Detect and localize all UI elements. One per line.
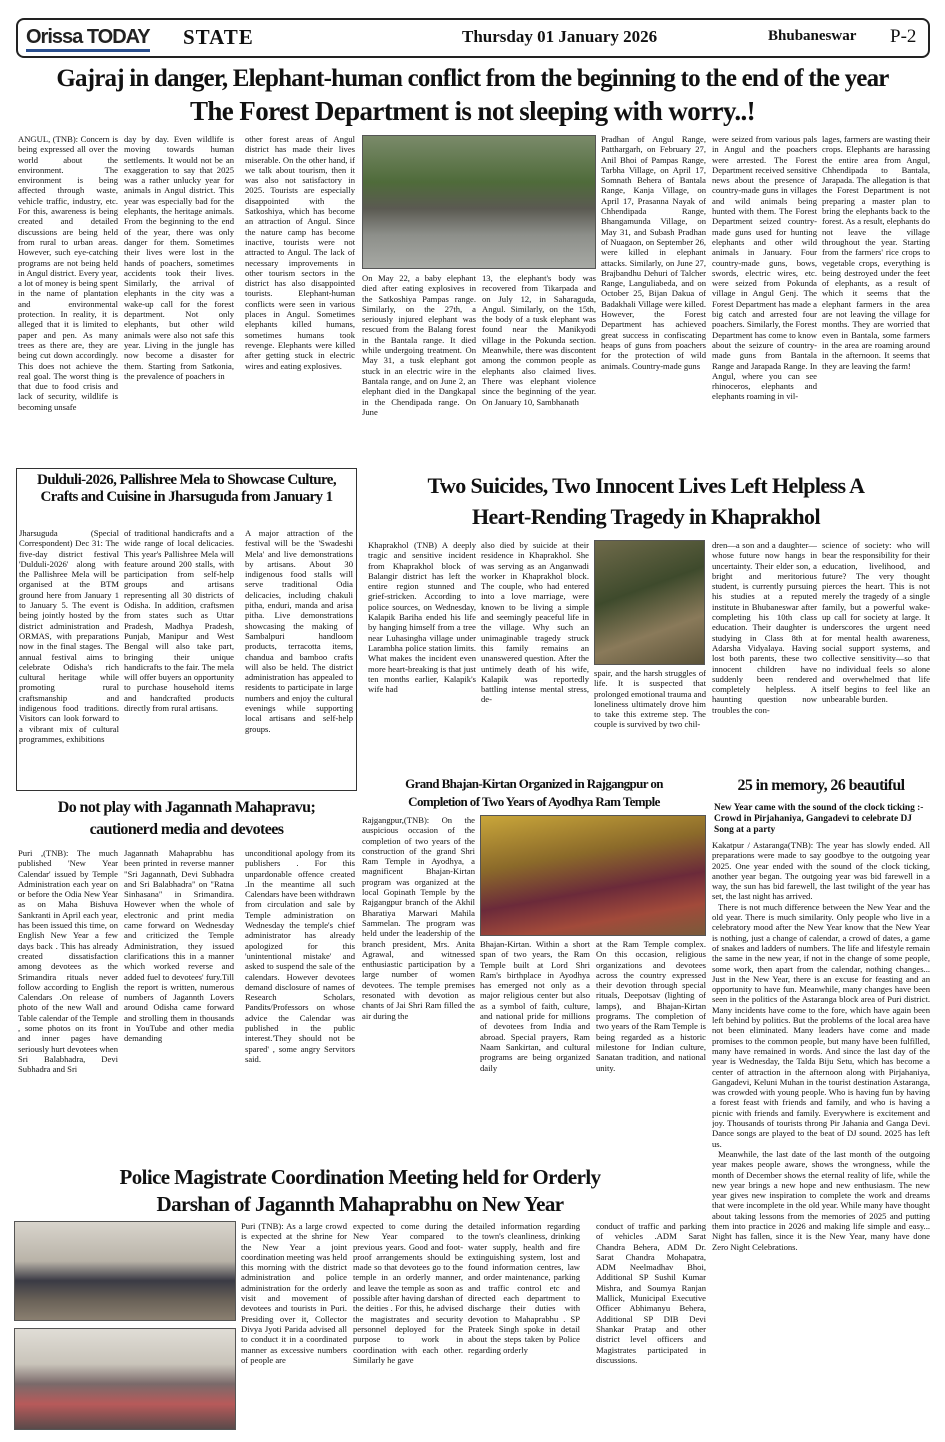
paragraph: Meanwhile, the last date of the last month of the outgoing year makes people aware, shows the wrongness, while the month of December shows the eternal reality of life, while the new year brings a new hope and new enthusiasm. The new year gives new inspiration to complete the work and dreams that were incomplete in the old year. While many have thought about taking lessons from the memories of 2025 and putting them into practice in 2026 and making life simple and easy... Night has fallen, since it is the New Year, many have done Zero Night Celebrations. bbox=[712, 1148, 930, 1252]
bhajan-kirtan-photo bbox=[480, 815, 706, 936]
article-column: detailed information regarding the town's cleanliness, drinking water supply, health and fire extinguishing system, lost and found information centres, law and order maintenance, parking and traffic control etc and directed each department to discharge their duties with devotion to Mahaprabhu . SP Prateek Singh spoke in detail about the steps taken by Police regarding orderly bbox=[468, 1221, 580, 1355]
paragraph: Kakatpur / Astaranga(TNB): The year has slowly ended. All preparations were made to say goodbye to the outgoing year 2025. One year ended with the sound of the clock ticking, another year began. The outgoing year was bid farewell in a way, the sun has bid farewell, the last twilight of the year has set, the last night has arrived. bbox=[712, 840, 930, 902]
article-column: Rajgangpur,(TNB): On the auspicious occasion of the completion of two years of the construction of the grand Shri Ram Temple in Ayodhya, a magnificent Bhajan-Kirtan program was organized at the local Gopinath Temple by the Rajgangpur branch of the Akhil Bharatiya Marwari Mahila Sammelan. The program was held under the leadership of the branch president, Mrs. Anita Agrawal, and witnessed enthusiastic participation by a large number of women devotees. The temple premises resonated with devotion as chants of Jai Shri Ram filled the air during the bbox=[362, 815, 475, 1021]
article-column: Pradhan of Angul Range, Patthargarh, on February 27, Anil Bhoi of Pampas Range, Tarbha Village, on April 17, Somnath Behera of Bantala Range, Kanja Village, on April 17, Prasanna Nayak of Chhendipada Range, Bhangamunda Village, on May 31, and Subash Pradhan of Nuagaon, on September 26, were killed in elephant attacks. Similarly, on June 27, Brajbandhu Dehuri of Talcher Range, Languliabeda, and on October 25, Bijan Dakua of Badakhali Village were killed. However, the Forest Department has achieved great success in confiscating heaps of guns from poachers for the protection of wild animals. Country-made guns bbox=[601, 134, 706, 371]
article-column: Jharsuguda (Special Correspondent) Dec 31: The five-day district festival 'Dulduli-2026' along with the Pallishree Mela will be organised at the BTM ground here from January 1 to January 5. The event is being jointly hosted by the district administration and ORMAS, with preparations now in the final stages. The annual festival aims to celebrate Odisha's rich cultural heritage while promoting rural craftsmanship and indigenous food traditions. Visitors can look forward to a vibrant mix of cultural programmes, exhibitions bbox=[19, 528, 119, 744]
newspaper-logo: Orissa TODAY bbox=[26, 25, 150, 52]
paragraph: There is not much difference between the New Year and the old year. There is much similarity. Only people who live in a celebratory mood after the New Year know that the New Year is nothing, just a change of calendar, a crowd of dates, a game of snakes and ladders of numbers. The life and lifestyle remain the same in the new year, if not in the change of some people, some work, then apart from the calendar, nothing changes... Just in the New Year, there is an excuse for feasting and an opportunity to have fun. Meanwhile, many changes have been seen in the politics of the Astaranga block area of Puri district. Many incidents have come to the fore, which have again been left behind by politics. But the problems of the local area have not been eliminated. Many leaders have come and made promises to the common people, but many have been fulfilled, many have remained in words. And since the last day of the year is Wednesday, the Talda Biju Setu, which has become a center of attraction in the afternoon along with Pirjahaniya, Gangadevi, Keluni Muhan in the tourist destination Astaranga, was crowded with young people. Who is having fun by having a forest feast with friends and family, and who is having a picnic with friends and family. Everywhere is excitement and joy. Thousands of tourists throng Pir Jahania and Ganga Devi. Dance songs are played to the beat of DJ sound. 2025 has left us. bbox=[712, 901, 930, 1149]
article-column: dren—a son and a daughter—whose future now hangs in uncertainty. Their elder son, a bright and meritorious student, is currently pursuing his studies at a reputed institute in Bhubaneswar after completing his 10th class education. Their daughter is studying in Class 8th at Adarsha Vidyalaya. Having lost both parents, these two innocent children have suddenly been rendered completely helpless. A haunting question now troubles the con- bbox=[712, 540, 817, 715]
article-column: lages, farmers are wasting their crops. Elephants are harassing the entire area from Angul, Chhendipada to Bantala, Jarapada. The allegation is that the Forest Department is not preparing a master plan to bring the elephants back to the forest. As a result, elephants do not leave the village throughout the year. Starting from the farmers' rice crops to vegetable crops, everything is being destroyed under the feet of elephants, as a result of which it seems that the elephant farmers in the area are not leaving the village for months. They are worried that even in Bantala, some farmers in the area are roaming around in the afternoon. It seems that they are leaving the farm! bbox=[822, 134, 930, 371]
edition-city: Bhubaneswar bbox=[768, 28, 857, 44]
jagannath-headline: Do not play with Jagannath Mahapravu; bbox=[57, 799, 316, 816]
article-column: science of society: who will bear the responsibility for their education, livelihood, and future? The very thought pierces the heart. This is not merely the tragedy of a single family, but a powerful wake-up call for society at large. It underscores the urgent need for mental health awareness, social support systems, and collective sensitivity—so that no individual feels so alone and overwhelmed that life itself begins to feel like an unbearable burden. bbox=[822, 540, 930, 705]
meeting-dais-photo bbox=[14, 1221, 236, 1321]
issue-date: Thursday 01 January 2026 bbox=[462, 27, 658, 46]
section-label: STATE bbox=[183, 25, 254, 49]
article-column: Khaprakhol (TNB) A deeply tragic and sensitive incident from Khaprakhol block of Balangir district has left the entire region stunned and grief-stricken. According to police sources, on Wednesday, Kalapik Bariha ended his life by hanging himself from a tree near Luhasingha village under Larambha police station limits. What makes the incident even more heart-breaking is that just ten months earlier, Kalapik's wife had bbox=[368, 540, 476, 695]
article-column: day by day. Even wildlife is moving towards human settlements. It would not be an exaggeration to say that 2025 was a rather unlucky year for animals in Angul district. This year was especially bad for the elephants, the heritage animals. From the beginning to the end of the year, there was only danger for them. Sometimes their lives were lost in the hands of poachers, sometimes accidents took their lives. Similarly, the arrival of elephants in the city was a wake-up call for the forest department. Not only elephants, but other wild animals were also not safe this year. Living in the jungle has now become a disaster for them. Starting from Satkonia, the prevalence of poachers in bbox=[124, 134, 234, 381]
article-column: unconditional apology from its publishers . For this unpardonable offence created .In the meantime all such Calendars have been withdrawn from circulation and sale by Temple administration on Wednesday the temple's chief administrator has already apologized for this 'unintentional mistake' and asked to suspend the sale of the calendars. However devotees demand disclosure of names of Research Scholars, Pandits/Professors on whose advice the Calendar was published in the public interest.'They should not be spared' , some angry Servitors said. bbox=[245, 848, 355, 1064]
khaprakhol-incident-photo bbox=[594, 540, 705, 665]
article-column: ANGUL, (TNB): Concern is being expressed all over the world about the environment. The environment is being affected through waste, vehicle traffic, industry, etc. For this, awareness is being created and detailed discussions are being held from rural to urban areas. However, such eye-catching programs are not being held in Angul district. Every year, a lot of money is being spent in the name of plantation and environmental protection. In reality, it is alleged that it is limited to paper and pen. As many trees as there are, they are being cut down accordingly. This does not achieve the real goal. The worst thing is that due to food crisis and lack of security, wildlife is becoming unsafe bbox=[18, 134, 118, 412]
elephant-herd-photo bbox=[362, 135, 596, 269]
jagannath-headline-line2: cautionerd media and devotees bbox=[89, 821, 284, 838]
article-column: Bhajan-Kirtan. Within a short span of two years, the Ram Temple built at Lord Shri Ram's birthplace in Ayodhya has emerged not only as a major religious center but also as a symbol of faith, culture, and national pride for millions of devotees from India and abroad. Special prayers, Ram Naam Sankirtan, and cultural programs are being organized daily bbox=[480, 939, 590, 1073]
article-column: other forest areas of Angul district has made their lives miserable. On the other hand, if we talk about tourism, then it was also not satisfactory in 2025. Tourists are especially disappointed with the Satkoshiya, which has become an attraction of Angul. Since the nature camp has become inactive, tourists were not attracted to Angul. The lack of necessary improvements in other tourism sectors in the district has also disappointed tourists. Elephant-human conflicts were seen in various places in Angul. Sometimes elephants killed humans, sometimes humans took revenge. Elephants were killed after getting stuck in electric wires and eating explosives. bbox=[245, 134, 355, 371]
newyear-article-body bbox=[712, 840, 930, 1435]
elephant-headline: Gajraj in danger, Elephant-human conflict from the beginning to the end of the year bbox=[56, 65, 889, 92]
newyear-headline: 25 in memory, 26 beautiful bbox=[737, 777, 905, 794]
suicides-headline: Two Suicides, Two Innocent Lives Left Helpless A bbox=[427, 473, 865, 498]
article-column: Jagannath Mahaprabhu has been printed in reverse manner "Sri Jagannath, Devi Subhadra and Sri Balabhadra" on "Ratna Sinhasana" in Srimandira. However when the whole of electronic and print media came forward on Wednesday and criticized the Temple Administration, they issued clarifications this in a manner which worked reverse and added fuel to devotees' fury.Till the report is written, numerous numbers of Jagannth Lovers around Odisha came forward and strolling them in thousands in YouTube and other media demanding bbox=[124, 848, 234, 1044]
bhajan-headline: Grand Bhajan-Kirtan Organized in Rajgangpur on bbox=[405, 776, 663, 791]
article-column: conduct of traffic and parking of vehicles .ADM Sarat Chandra Behera, ADM Dr. Sarat Chandra Mohapatra, ADM Neelmadhav Bhoi, Additional SP Sushil Kumar Mishra, and Soumya Ranjan Mallick, Municipal Executive Officer Abhimanyu Behera, Additional SP DIB Devi Shankar Pratap and other district level officers and Magistrates participated in discussions. bbox=[596, 1221, 706, 1365]
article-column: Puri ,(TNB): The much published 'New Year Calendar' issued by Temple Administration each year on or before the Odia New Year as on Maha Bishuva Sankranti in April each year, has been issued this time, on English New Year a few days back . This has already created dissatisfaction among devotees as the Srimandira rituals never follow according to English Calendars .On release of photo of the new Wall and Table calendar of the Temple , some photos on its front and inner pages have seriously hurt devotees when Sri Balabhadra, Devi Subhadra and Sri bbox=[18, 848, 118, 1075]
bhajan-headline-line2: Completion of Two Years of Ayodhya Ram Temple bbox=[408, 794, 660, 809]
article-column: spair, and the harsh struggles of life. It is suspected that prolonged emotional trauma and loneliness ultimately drove him to take this extreme step. The couple is survived by two chil- bbox=[594, 668, 706, 730]
page-number: P-2 bbox=[890, 26, 917, 47]
article-column: 13, the elephant's body was recovered from Tikarpada and on July 12, in Saharaguda, Angul. Similarly, on the 15th, the body of a tusk elephant was found near the Manikyodi village in the Pokunda section. Meanwhile, there was discontent among the common people as elephants also claimed lives. There was elephant violence since the beginning of the year. On January 10, Sambhanath bbox=[482, 273, 596, 407]
police-headline: Police Magistrate Coordination Meeting held for Orderly bbox=[119, 1165, 601, 1189]
article-column: expected to come during the New Year compared to previous years. Good and foot-proof arrangements should be made so that devotees go to the temple in an orderly manner, and leave the temple as soon as possible after having darshan of the deities . For this, he advised the magistrates and security personnel deployed for the purpose to work in coordination with each other. Similarly he gave bbox=[353, 1221, 463, 1365]
masthead bbox=[16, 18, 930, 58]
newyear-subheadline: New Year came with the sound of the clock ticking :-Crowd in Pirjahaniya, Gangadevi to celebrate DJ Song at a party bbox=[714, 803, 924, 835]
article-column: of traditional handicrafts and a wide range of local delicacies. This year's Pallishree Mela will feature around 200 stalls, with participation from self-help groups and artisans representing all 30 districts of Odisha. In addition, craftsmen from states such as Uttar Pradesh, Madhya Pradesh, Punjab, Manipur and West Bengal will also take part, bringing their unique handicrafts to the fair. The mela will offer buyers an opportunity to purchase household items and handcrafted products directly from rural artisans. bbox=[124, 528, 234, 714]
article-column: at the Ram Temple complex. On this occasion, religious organizations and devotees across the country expressed their devotion through special rituals, Deepotsav (lighting of lamps), and Bhajan-Kirtan programs. The completion of two years of the Ram Temple is being regarded as a historic milestone for Indian culture, Sanatan tradition, and national unity. bbox=[596, 939, 706, 1073]
article-column: A major attraction of the festival will be the 'Swadeshi Mela' and live demonstrations by artisans. About 30 indigenous food stalls will serve traditional Odia delicacies, including chakuli pitha, enduri, manda and arisa pitha. Live demonstrations showcasing the making of Sambalpuri handloom products, terracotta items, chandua and bamboo crafts will also be held. The district administration has appealed to residents to participate in large numbers and enjoy the cultural evenings while supporting local artisans and self-help groups. bbox=[245, 528, 353, 734]
suicides-headline-line2: Heart-Rending Tragedy in Khaprakhol bbox=[472, 504, 820, 529]
elephant-subheadline: The Forest Department is not sleeping with worry..! bbox=[189, 96, 756, 126]
article-column: were seized from various pals in Angul and the poachers were arrested. The Forest Department received sensitive news about the presence of country-made guns in villages and wild animals being hunted with them. The Forest Department seized country-made guns used for hunting elephants and other wild animals in January. Four country-made guns, bows, swords, electric wires, etc. were seized from Pokunda village in Angul Genj. The Forest Department has made a big catch and arrested four poachers. Similarly, the Forest Department has come to know about the seizure of country-made guns from Bantala Range and Jarapada Range. In Angul, where you can see rhinoceros, elephants and elephants roaming in vil- bbox=[712, 134, 817, 402]
police-headline-line2: Darshan of Jagannth Mahaprabhu on New Year bbox=[156, 1192, 564, 1216]
dulduli-headline: Dulduli-2026, Pallishree Mela to Showcase Culture, Crafts and Cuisine in Jharsuguda from January 1 bbox=[36, 472, 337, 505]
meeting-audience-photo bbox=[14, 1328, 236, 1430]
article-column: also died by suicide at their residence in Khaprakhol. She was serving as an Anganwadi worker in Khaprakhol block. The couple, who had entered into a love marriage, were known to be living a simple and seemingly peaceful life in the village. Why such an unimaginable tragedy struck this family remains an unanswered question. After the untimely death of his wife, Kalapik was reportedly battling intense mental stress, de- bbox=[481, 540, 589, 705]
article-column: On May 22, a baby elephant died after eating explosives in the Satkoshiya Pampas range. Similarly, on the 27th, a seriously injured elephant was rescued from the Balang forest in the Bantala range. It died while undergoing treatment. On May 31, a tusk elephant got stuck in an electric wire in the Bantala range, and on June 2, an elephant died in the Dangkapal in the Chendipada range. On June bbox=[362, 273, 476, 417]
article-column: Puri (TNB): As a large crowd is expected at the shrine for the New Year a joint coordination meeting was held this morning with the district administration and police administration for the orderly visit and movement of devotees and tourists in Puri. Presiding over it, Collector Divya Jyoti Parida advised all to conduct it in a coordinated manner as excessive numbers of people are bbox=[241, 1221, 347, 1365]
